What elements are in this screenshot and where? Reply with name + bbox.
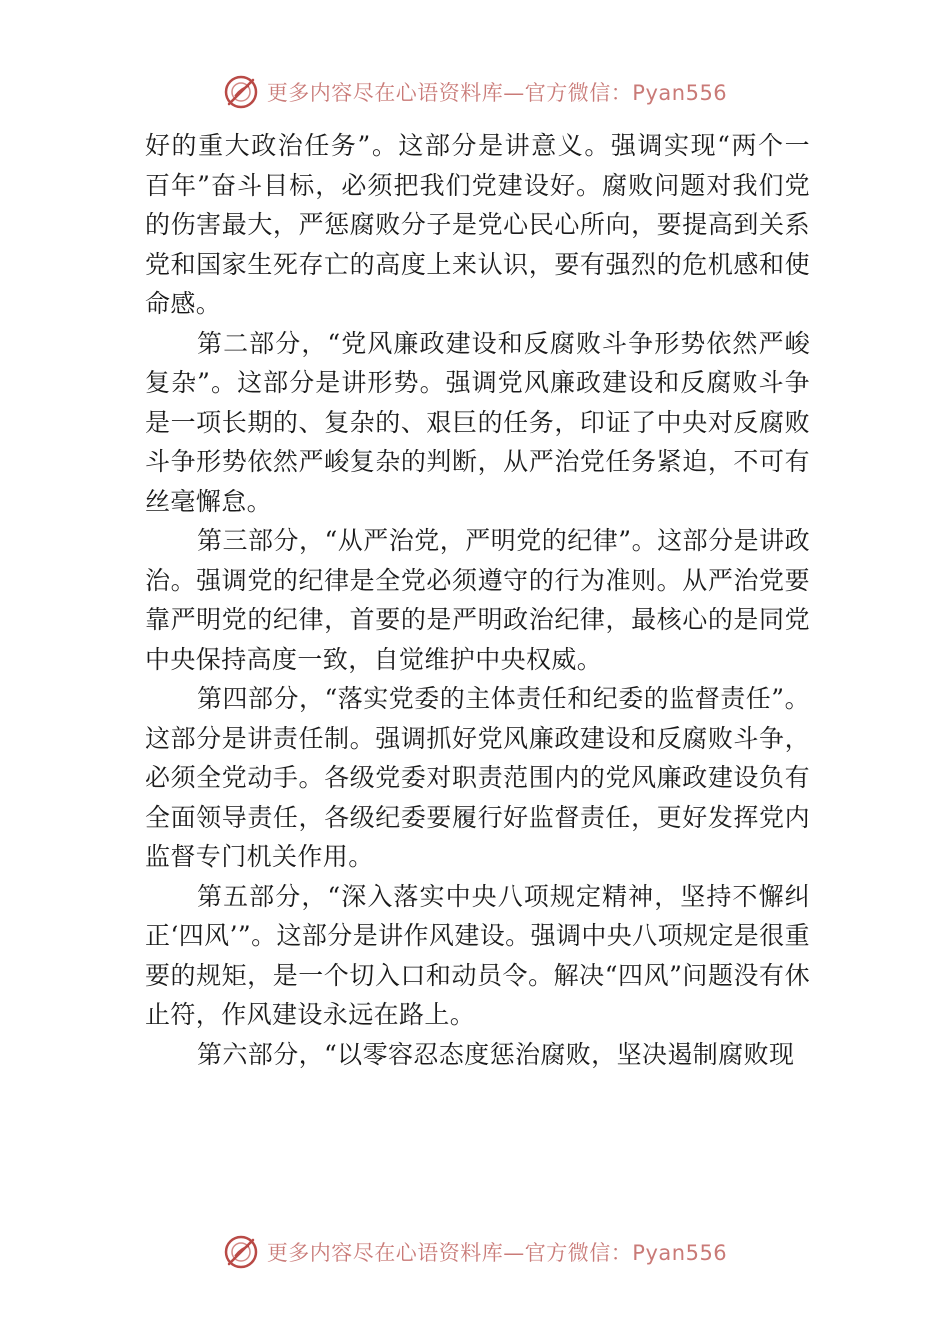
footer-banner: [0, 1232, 950, 1272]
paragraph-4: 第四部分，“落实党委的主体责任和纪委的监督责任”。这部分是讲责任制。强调抓好党风廉政建设和反腐败斗争， 必须全党动手。各级党委对职责范围内的党风廉政建设负有全面领导责任，各级纪委要履行好监督责任，更好发挥党内监督专门机关作用。: [145, 684, 810, 871]
brand-logo-icon: [223, 74, 259, 110]
brand-logo-icon: [223, 1234, 259, 1270]
paragraph-5: 第五部分，“深入落实中央八项规定精神，坚持不懈纠正‘四风’”。这部分是讲作风建设。强调中央八项规定是很重要的规矩，是一个切入口和动员令。解决“四风”问题没有休止符，作风建设永远在路上。: [145, 881, 810, 1029]
header-banner: [0, 72, 950, 112]
paragraph-3: 第三部分，“从严治党，严明党的纪律”。这部分是讲政治。强调党的纪律是全党必须遵守的行为准则。从严治党要靠严明党的纪律，首要的是严明政治纪律，最核心的是同党中央保持高度一致，自觉维护中央权威。: [145, 526, 810, 674]
paragraph-2: 第二部分，“党风廉政建设和反腐败斗争形势依然严峻复杂”。这部分是讲形势。强调党风廉政建设和反腐败斗争 是一项长期的、复杂的、艰巨的任务，印证了中央对反腐败斗争形势依然严峻复杂的判断，从严治党任务紧迫，不可有丝毫懈怠。: [145, 328, 810, 516]
paragraph-1: 好的重大政治任务”。这部分是讲意义。强调实现“两个一 百年”奋斗目标，必须把我们党建设好。腐败问题对我们党的伤害最大，严惩腐败分子是党心民心所向，要提高到关系党和国家生死存亡的高度上来认识，要有强烈的危机感和使命感。: [145, 131, 810, 318]
footer-banner-text: 更多内容尽在心语资料库—官方微信：Pyan556: [266, 1241, 728, 1265]
header-banner-text: 更多内容尽在心语资料库—官方微信：Pyan556: [266, 81, 728, 105]
paragraph-6: 第六部分，“以零容忍态度惩治腐败，坚决遏制腐败现: [197, 1039, 795, 1069]
document-body: [145, 126, 810, 1074]
